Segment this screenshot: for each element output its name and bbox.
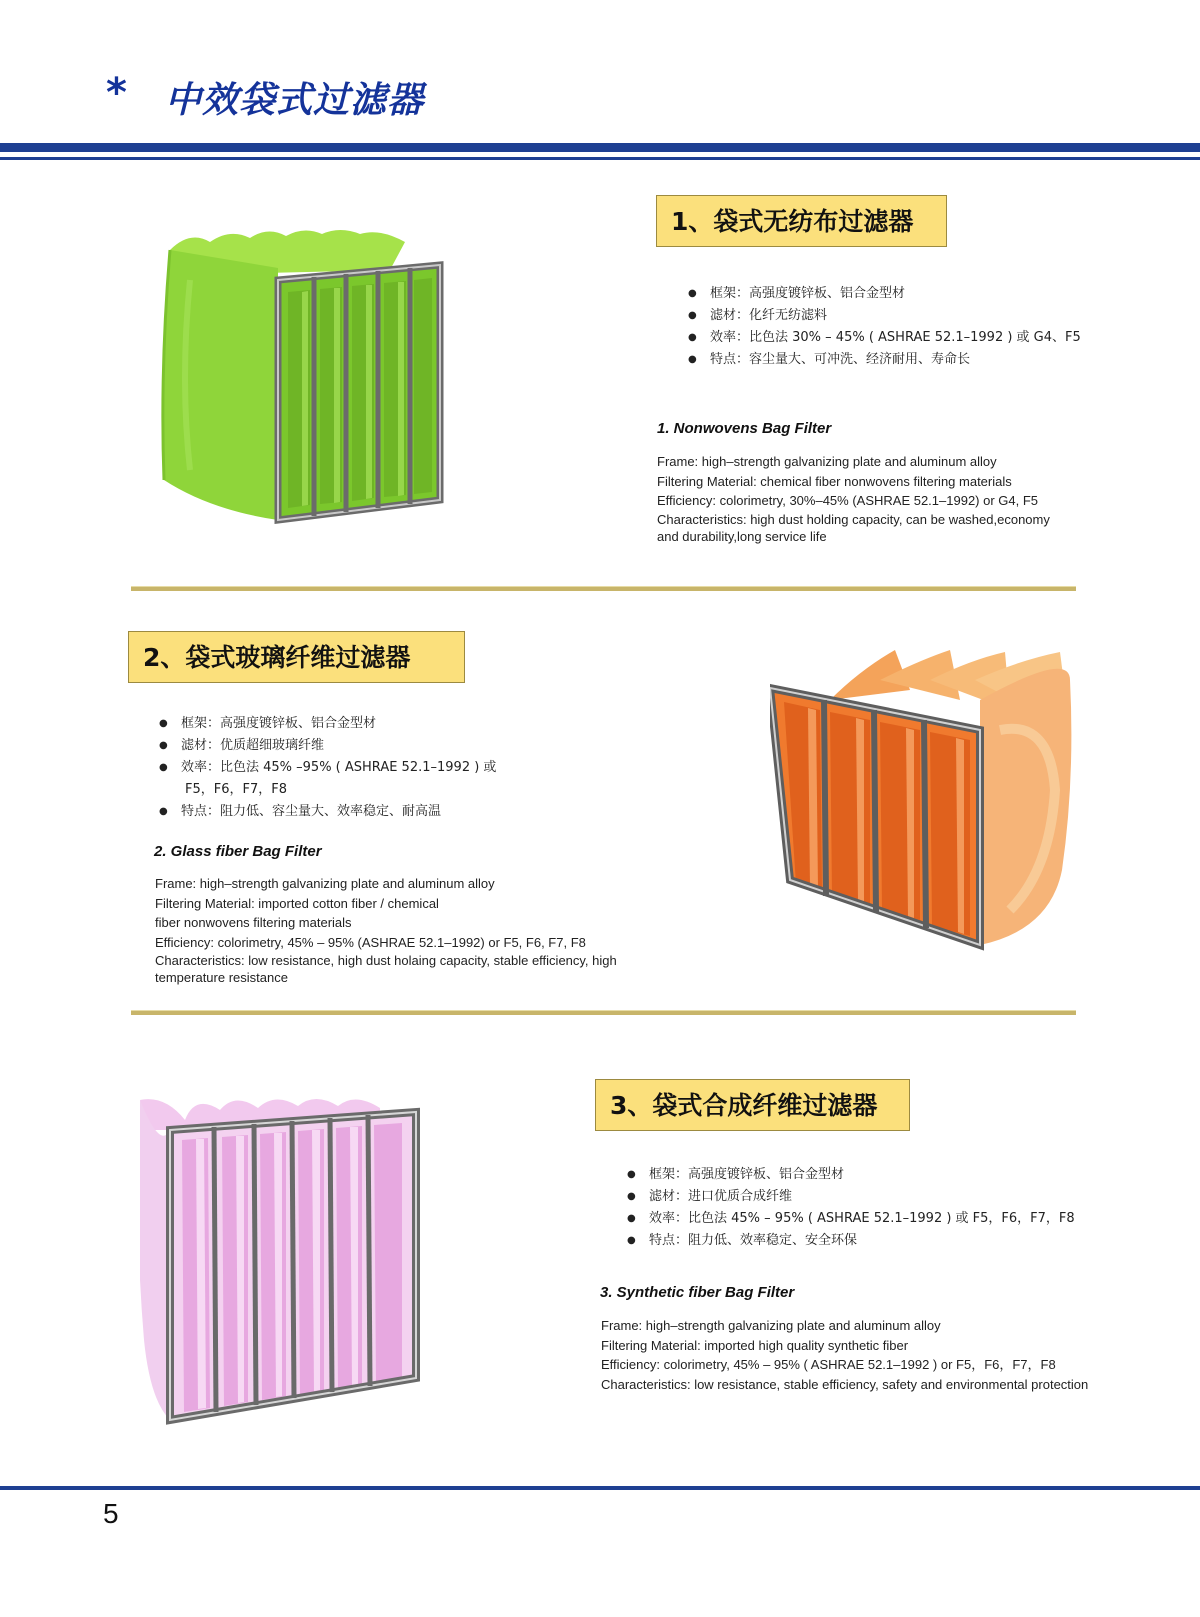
header-rule-thin xyxy=(0,157,1200,160)
product-3-bullets-cn xyxy=(627,1164,1075,1252)
page-number: 5 xyxy=(103,1498,119,1529)
product-2-desc-line: Characteristics: low resistance, high dust holaing capacity, stable efficiency, high xyxy=(155,953,617,968)
product-1-bullet: ● 滤材：化纤无纺滤料 xyxy=(688,305,1081,327)
product-3-bullet: ● 框架：高强度镀锌板、铝合金型材 xyxy=(627,1164,1075,1186)
product-3-desc-line: Efficiency: colorimetry, 45% – 95% ( ASHRAE 52.1–1992 ) or F5，F6，F7，F8 xyxy=(601,1357,1056,1372)
product-3-bullet: ● 滤材：进口优质合成纤维 xyxy=(627,1186,1075,1208)
product-2-desc-line: Frame: high–strength galvanizing plate and aluminum alloy xyxy=(155,876,495,891)
product-2-desc-line: Efficiency: colorimetry, 45% – 95% (ASHRAE 52.1–1992) or F5, F6, F7, F8 xyxy=(155,934,586,950)
product-2-title-cn: 2、袋式玻璃纤维过滤器 xyxy=(128,631,465,683)
product-1-desc-line: Frame: high–strength galvanizing plate and aluminum alloy xyxy=(657,454,997,469)
product-3-desc-line: Characteristics: low resistance, stable efficiency, safety and environmental protection xyxy=(601,1376,1089,1392)
product-1-desc-line: Efficiency: colorimetry, 30%–45% (ASHRAE 52.1–1992) or G4, F5 xyxy=(657,493,1039,508)
glass-fiber-bag-filter-image xyxy=(770,640,1090,970)
product-2-bullets-cn xyxy=(159,713,496,823)
product-2-desc-line: Filtering Material: imported cotton fiber / chemical xyxy=(155,895,439,911)
section-divider-2 xyxy=(131,1010,1076,1015)
product-3-desc-line: Frame: high–strength galvanizing plate and aluminum alloy xyxy=(601,1318,941,1333)
product-1-bullet: ● 框架：高强度镀锌板、铝合金型材 xyxy=(688,283,1081,305)
product-3-bullet: ● 特点：阻力低、效率稳定、安全环保 xyxy=(627,1230,1075,1252)
section-divider-1 xyxy=(131,586,1076,591)
product-2-title-en: 2. Glass fiber Bag Filter xyxy=(154,843,322,860)
product-2-bullet: ● 效率：比色法 45% –95% ( ASHRAE 52.1–1992 ) 或 xyxy=(159,757,496,779)
product-3-desc-line: Filtering Material: imported high quality synthetic fiber xyxy=(601,1337,909,1353)
product-2-bullet: ● 框架：高强度镀锌板、铝合金型材 xyxy=(159,713,496,735)
page-title: 中效袋式过滤器 xyxy=(165,80,425,121)
product-3-title-en: 3. Synthetic fiber Bag Filter xyxy=(600,1284,795,1301)
product-1-bullets-cn xyxy=(688,283,1081,371)
header-star: * xyxy=(106,70,127,116)
product-2-desc-line: fiber nonwovens filtering materials xyxy=(155,915,352,930)
product-2-bullet: ● 滤材：优质超细玻璃纤维 xyxy=(159,735,496,757)
synthetic-fiber-bag-filter-image xyxy=(140,1090,430,1430)
product-1-desc-line: Filtering Material: chemical fiber nonwovens filtering materials xyxy=(657,473,1012,489)
product-1-desc-en xyxy=(657,452,1050,545)
product-2-bullet: ● 特点：阻力低、容尘量大、效率稳定、耐高温 xyxy=(159,801,496,823)
product-2-desc-en xyxy=(155,874,617,986)
nonwovens-bag-filter-image xyxy=(150,220,460,540)
header-rule-thick xyxy=(0,143,1200,152)
product-2-desc-line: temperature resistance xyxy=(155,970,288,985)
product-1-bullet: ● 特点：容尘量大、可冲洗、经济耐用、寿命长 xyxy=(688,349,1081,371)
product-1-desc-line: Characteristics: high dust holding capacity, can be washed,economy xyxy=(657,511,1050,527)
product-3-bullet: ● 效率：比色法 45% – 95% ( ASHRAE 52.1–1992 ) 或 F5，F6，F7，F8 xyxy=(627,1208,1075,1230)
product-1-bullet: ● 效率：比色法 30% – 45% ( ASHRAE 52.1–1992 ) 或 G4、F5 xyxy=(688,327,1081,349)
footer-rule xyxy=(0,1486,1200,1490)
product-1-title-en: 1. Nonwovens Bag Filter xyxy=(657,420,832,437)
product-1-desc-line: and durability,long service life xyxy=(657,528,827,544)
product-1-title-cn: 1、袋式无纺布过滤器 xyxy=(656,195,947,247)
product-3-desc-en xyxy=(601,1316,1088,1394)
product-3-title-cn: 3、袋式合成纤维过滤器 xyxy=(595,1079,910,1131)
product-2-bullet-continued: F5，F6，F7，F8 xyxy=(185,782,287,797)
